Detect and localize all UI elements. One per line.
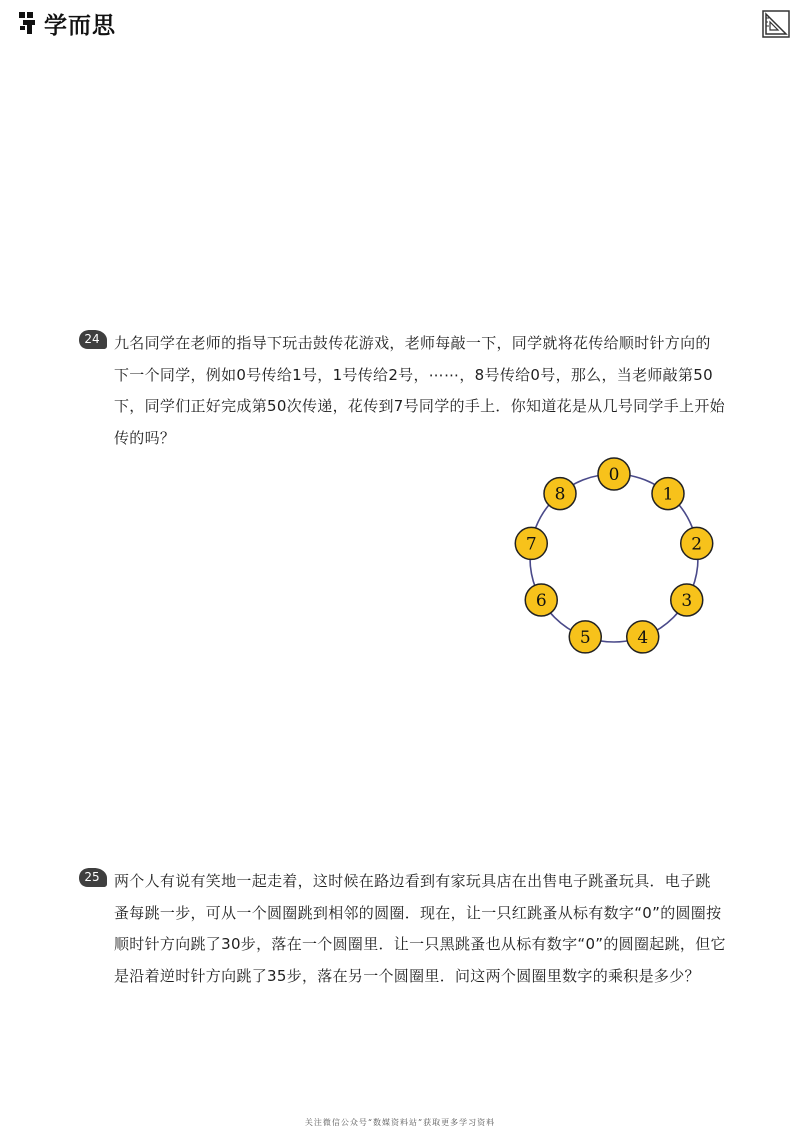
circle-node-8 — [544, 478, 576, 510]
circle-node-2 — [681, 527, 713, 559]
circle-node-label: 4 — [637, 627, 649, 648]
question-line: 传的吗？ — [114, 428, 176, 447]
xueersi-logo-icon — [18, 10, 40, 36]
ruler-triangle-icon — [762, 10, 790, 38]
circle-node-label: 1 — [662, 484, 674, 505]
circle-node-label: 5 — [579, 627, 591, 648]
circle-node-6 — [525, 584, 557, 616]
question-24 — [78, 328, 725, 454]
question-text — [114, 866, 726, 992]
question-line: 下，同学们正好完成第50次传递，花传到7号同学的手上．你知道花是从几号同学手上开始 — [114, 397, 725, 415]
question-number: 24 — [84, 332, 100, 346]
circle-node-label: 6 — [535, 591, 547, 611]
logo-text: 学而思 — [44, 12, 116, 39]
numbered-circle-diagram — [508, 456, 728, 661]
circle-node-label: 3 — [681, 591, 693, 611]
circle-node-label: 2 — [691, 534, 703, 555]
question-line: 两个人有说有笑地一起走着，这时候在路边看到有家玩具店在出售电子跳蚤玩具．电子跳 — [114, 872, 711, 890]
question-number: 25 — [84, 870, 100, 884]
question-line: 下一个同学，例如0号传给1号，1号传给2号，⋯⋯，8号传给0号，那么，当老师敲第50 — [114, 365, 713, 384]
circle-node-7 — [515, 527, 547, 559]
circle-node-label: 0 — [608, 465, 620, 485]
question-number-badge — [78, 328, 108, 352]
footer-watermark-text: 关注微信公众号“数媒资料站”获取更多学习资料 — [304, 1118, 496, 1127]
circle-node-label: 7 — [525, 534, 537, 555]
question-line: 蚤每跳一步，可从一个圆圈跳到相邻的圆圈．现在，让一只红跳蚤从标有数字“0”的圆圈按 — [114, 903, 722, 922]
circle-node-1 — [652, 478, 684, 510]
circle-node-label: 8 — [554, 484, 566, 505]
question-line: 九名同学在老师的指导下玩击鼓传花游戏，老师每敲一下，同学就将花传给顺时针方向的 — [114, 334, 711, 352]
question-25 — [78, 866, 726, 992]
circle-node-5 — [569, 621, 601, 653]
circle-node-4 — [627, 621, 659, 653]
question-line: 顺时针方向跳了30步，落在一个圆圈里．让一只黑跳蚤也从标有数字“0”的圆圈起跳，但它 — [114, 935, 726, 953]
brand-logo — [18, 8, 116, 38]
circle-node-3 — [671, 584, 703, 616]
circle-node-0 — [598, 458, 630, 490]
question-text — [114, 328, 725, 454]
question-line: 是沿着逆时针方向跳了35步，落在另一个圆圈里．问这两个圆圈里数字的乘积是多少？ — [114, 966, 700, 985]
question-number-badge — [78, 866, 108, 890]
